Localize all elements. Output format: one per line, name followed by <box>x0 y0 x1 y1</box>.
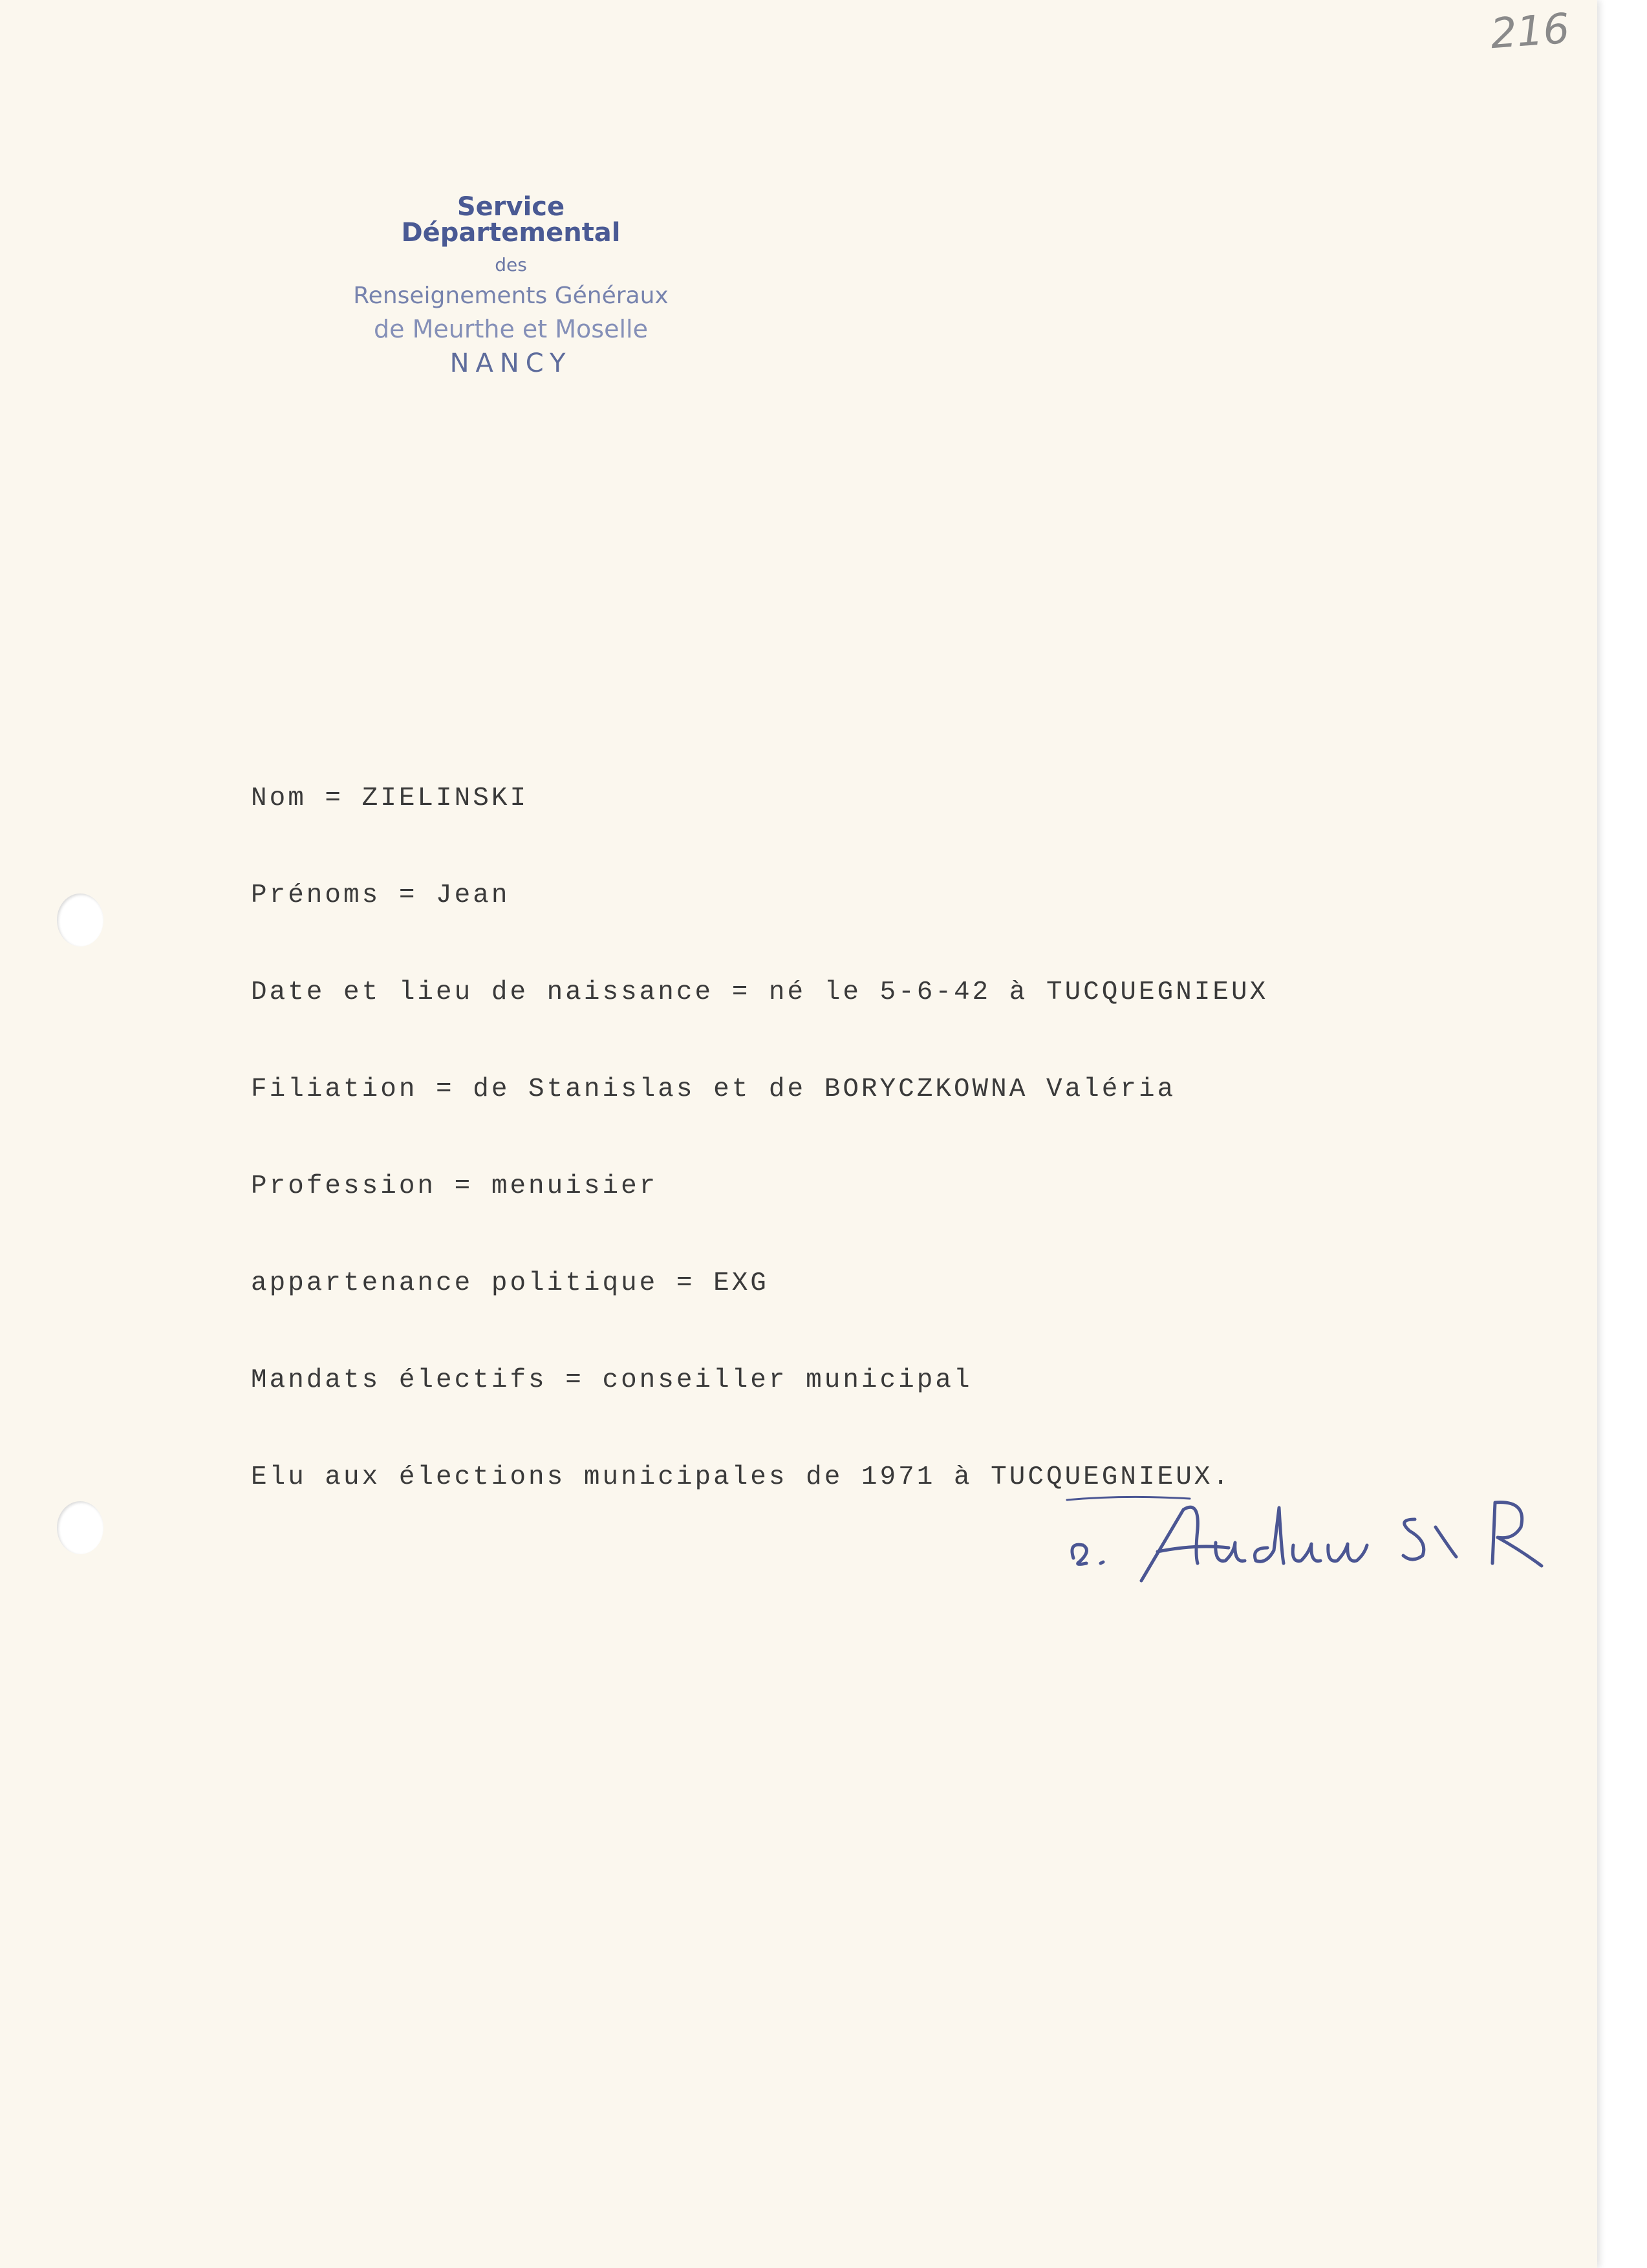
field-nom: Nom = ZIELINSKI <box>251 784 529 813</box>
signature <box>1060 1481 1578 1590</box>
stamp-line-4: de Meurthe et Moselle <box>374 315 648 343</box>
field-mandats: Mandats électifs = conseiller municipal <box>251 1365 973 1395</box>
stamp-line-2: des <box>495 254 527 275</box>
record-fields <box>251 779 1268 1555</box>
field-naissance: Date et lieu de naissance = né le 5-6-42 à TUCQUEGNIEUX <box>251 978 1269 1007</box>
punch-hole-top <box>57 893 103 947</box>
stamp-line-5: NANCY <box>449 348 572 378</box>
stamp-line-1: Service Départemental <box>401 192 621 248</box>
punch-hole-bottom <box>57 1501 103 1554</box>
field-appartenance: appartenance politique = EXG <box>251 1268 769 1298</box>
page-number: 216 <box>1489 5 1571 59</box>
field-profession: Profession = menuisier <box>251 1171 658 1201</box>
field-elu: Elu aux élections municipales de 1971 à TUCQUEGNIEUX. <box>251 1462 1232 1492</box>
field-prenoms: Prénoms = Jean <box>251 881 510 910</box>
agency-stamp <box>349 194 673 376</box>
stamp-line-3: Renseignements Généraux <box>353 283 669 309</box>
field-filiation: Filiation = de Stanislas et de BORYCZKOWNA Valéria <box>251 1075 1176 1104</box>
